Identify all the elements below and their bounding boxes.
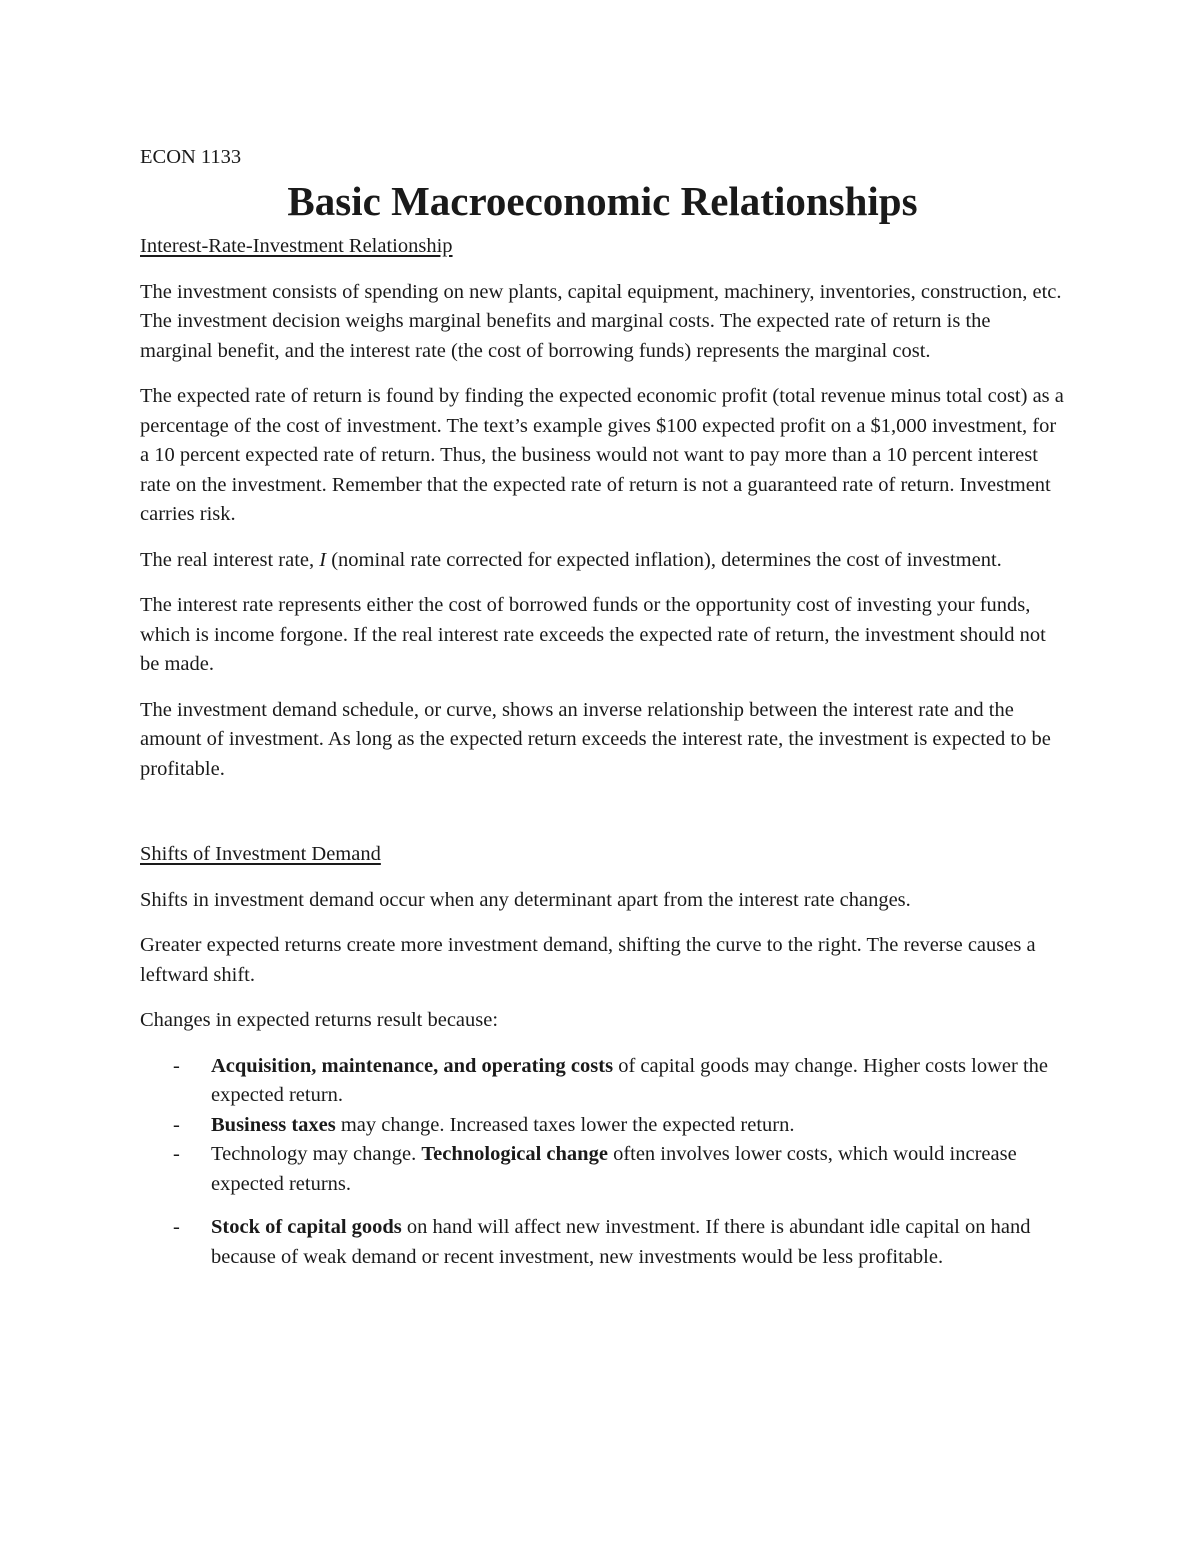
bullet-text: may change. Increased taxes lower the expected return. [335, 1113, 795, 1136]
paragraph-real-interest-rate [140, 546, 1065, 576]
paragraph-changes-intro: Changes in expected returns result because: [140, 1009, 499, 1031]
list-item [140, 1213, 1065, 1272]
bullet-dash: - [173, 1216, 180, 1238]
paragraph-investment-definition: The investment consists of spending on new plants, capital equipment, machinery, inventories, construction, etc. The investment decision weighs marginal benefits and marginal costs. The expected rate of return is the marginal benefit, and the interest rate (the cost of borrowing funds) represents the marginal cost. [140, 280, 1062, 362]
real-interest-rate-text-end: (nominal rate corrected for expected inflation), determines the cost of investment. [326, 548, 1002, 571]
list-item [140, 1140, 1065, 1199]
document-title: Basic Macroeconomic Relationships [287, 178, 918, 224]
list-item [140, 1052, 1065, 1111]
causes-list [140, 1052, 1065, 1273]
real-interest-rate-text-start: The real interest rate, [140, 548, 320, 571]
bullet-text: often involves lower costs, which would increase expected returns. [211, 1143, 1017, 1195]
course-code: ECON 1133 [140, 146, 242, 168]
paragraph-expected-rate-of-return: The expected rate of return is found by finding the expected economic profit (total revenue minus total cost) as a percentage of the cost of investment. The text’s example gives $100 expected profit on a $1,000 investment, for a 10 percent expected rate of return. Thus, the business would not want to pay more than a 10 percent interest rate on the investment. Remember that the expected rate of return is not a guaranteed rate of return. Investment carries risk. [140, 385, 1064, 525]
bullet-term: Technological change [421, 1143, 608, 1165]
list-item [140, 1111, 1065, 1141]
bullet-dash: - [173, 1143, 180, 1165]
bullet-dash: - [173, 1113, 180, 1136]
paragraph-shifts-definition: Shifts in investment demand occur when any determinant apart from the interest rate changes. [140, 888, 911, 911]
document-body [140, 232, 1065, 1272]
bullet-term: Business taxes [211, 1113, 336, 1136]
bullet-term: Stock of capital goods [211, 1216, 402, 1238]
bullet-text: of capital goods may change. Higher costs lower the expected return. [211, 1054, 1048, 1106]
section-heading-interest-rate-investment: Interest-Rate-Investment Relationship [140, 235, 453, 257]
interest-rate-variable: I [319, 548, 327, 571]
bullet-text: on hand will affect new investment. If there is abundant idle capital on hand because of weak demand or recent investment, new investments would be less profitable. [211, 1216, 1031, 1268]
paragraph-interest-rate-cost: The interest rate represents either the cost of borrowed funds or the opportunity cost of investing your funds, which is income forgone. If the real interest rate exceeds the expected rate of return, the investment should not be made. [140, 594, 1046, 675]
bullet-dash: - [173, 1054, 180, 1077]
bullet-text-prefix: Technology may change. [211, 1143, 422, 1165]
section-heading-shifts-of-investment-demand: Shifts of Investment Demand [140, 843, 381, 865]
bullet-term: Acquisition, maintenance, and operating costs [211, 1054, 614, 1077]
paragraph-investment-demand-schedule: The investment demand schedule, or curve, shows an inverse relationship between the interest rate and the amount of investment. As long as the expected return exceeds the interest rate, the investment is expected to be profitable. [140, 698, 1051, 780]
paragraph-expected-returns-shift: Greater expected returns create more investment demand, shifting the curve to the right. The reverse causes a leftward shift. [140, 934, 1036, 986]
